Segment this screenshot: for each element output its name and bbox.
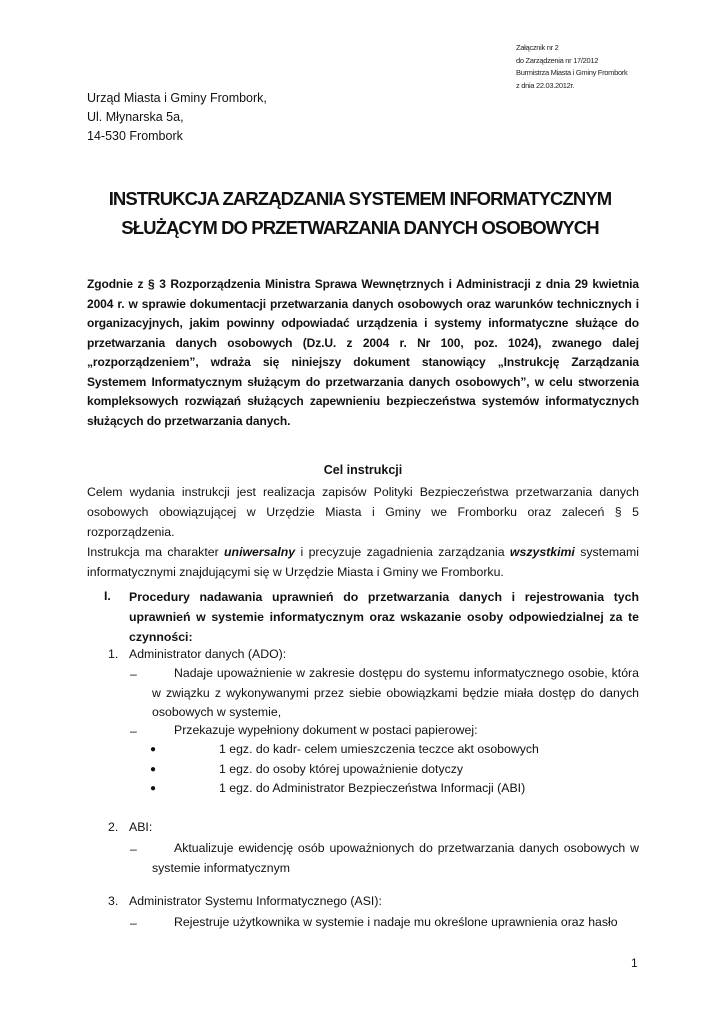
dash-marker: –: [130, 667, 137, 681]
attachment-line: Załącznik nr 2: [516, 43, 559, 52]
emphasis-all: wszystkimi: [509, 545, 575, 559]
attachment-line: z dnia 22.03.2012r.: [516, 80, 575, 90]
bullet-text: 1 egz. do Administrator Bezpieczeństwa Informacji (ABI): [219, 781, 526, 795]
title-line: INSTRUKCJA ZARZĄDZANIA SYSTEMEM INFORMATYCZNYM: [108, 188, 612, 209]
list-dash-text: Rejestruje użytkownika w systemie i nadaje mu określone uprawnienia oraz hasło: [174, 915, 618, 929]
emphasis-universal: uniwersalny: [224, 545, 296, 559]
list-label: Administrator danych (ADO):: [129, 647, 287, 661]
goal-text-run: Instrukcja ma charakter: [87, 545, 225, 559]
list-number: 2.: [108, 820, 119, 834]
dash-marker: –: [130, 916, 137, 930]
goal-text-run: i precyzuje zagadnienia zarządzania: [295, 545, 510, 559]
section-title: Procedury nadawania uprawnień do przetwarzania danych i rejestrowania tych uprawnień w systemie informatycznym oraz wskazanie osoby odpowiedzialnej za te czynności:: [129, 590, 639, 644]
address-line: Urząd Miasta i Gminy Frombork,: [87, 91, 267, 105]
bullet-marker: ●: [150, 744, 157, 755]
title-line: SŁUŻĄCYM DO PRZETWARZANIA DANYCH OSOBOWYCH: [121, 217, 599, 238]
list-label: Administrator Systemu Informatycznego (ASI):: [129, 894, 382, 908]
dash-marker: –: [130, 842, 137, 856]
list-dash-text: Nadaje upoważnienie w zakresie dostępu do systemu informatycznego osobie, która w związku z wykonywanymi przez siebie obowiązkami będzie miała dostęp do danych osobowych w systemie,: [152, 666, 639, 719]
list-label: ABI:: [129, 820, 153, 834]
dash-marker: –: [130, 724, 137, 738]
goal-text-run: systemami informatycznymi znajdującymi się w Urzędzie Miasta i Gminy we Fromborku.: [87, 545, 639, 579]
sender-address: [87, 89, 267, 146]
document-title: [60, 184, 660, 242]
goal-paragraph-2: [87, 542, 639, 582]
bullet-marker: ●: [150, 783, 157, 794]
section-heading-goal: Cel instrukcji: [323, 463, 403, 477]
attachment-note: [516, 42, 628, 92]
bullet-marker: ●: [150, 764, 157, 775]
bullet-text: 1 egz. do kadr- celem umieszczenia teczce akt osobowych: [219, 742, 539, 756]
list-number: 3.: [108, 894, 119, 908]
section-number: I.: [104, 589, 111, 603]
list-number: 1.: [108, 647, 119, 661]
list-dash-text: Aktualizuje ewidencję osób upoważnionych do przetwarzania danych osobowych w systemie informatycznym: [152, 841, 639, 875]
intro-paragraph: Zgodnie z § 3 Rozporządzenia Ministra Sprawa Wewnętrznych i Administracji z dnia 29 kwietnia 2004 r. w sprawie dokumentacji przetwarzania danych osobowych oraz warunków technicznych i organizacyjnych, jakim powinny odpowiadać urządzenia i systemy informatyczne służące do przetwarzania danych osobowych (Dz.U. z 2004 r. Nr 100, poz. 1024), zwanego dalej „rozporządzeniem”, wdraża się niniejszy dokument stanowiący „Instrukcję Zarządzania Systemem Informatycznym służącym do przetwarzania danych osobowych”, w celu stworzenia kompleksowych rozwiązań służących zapewnieniu bezpieczeństwa systemów informatycznych służących do przetwarzania danych.: [87, 277, 639, 428]
page-number: 1: [631, 956, 638, 970]
attachment-line: Burmistrza Miasta i Gminy Frombork: [516, 68, 628, 77]
address-line: 14-530 Frombork: [87, 129, 183, 143]
goal-text: [87, 482, 639, 582]
goal-paragraph-1: Celem wydania instrukcji jest realizacja zapisów Polityki Bezpieczeństwa przetwarzania danych osobowych obowiązującej w Urzędzie Miasta i Gminy we Fromborku oraz zaleceń § 5 rozporządzenia.: [87, 485, 639, 539]
attachment-line: do Zarządzenia nr 17/2012: [516, 55, 599, 65]
list-dash-text: Przekazuje wypełniony dokument w postaci papierowej:: [174, 723, 478, 737]
address-line: Ul. Młynarska 5a,: [87, 110, 184, 124]
bullet-text: 1 egz. do osoby której upoważnienie dotyczy: [219, 762, 464, 776]
